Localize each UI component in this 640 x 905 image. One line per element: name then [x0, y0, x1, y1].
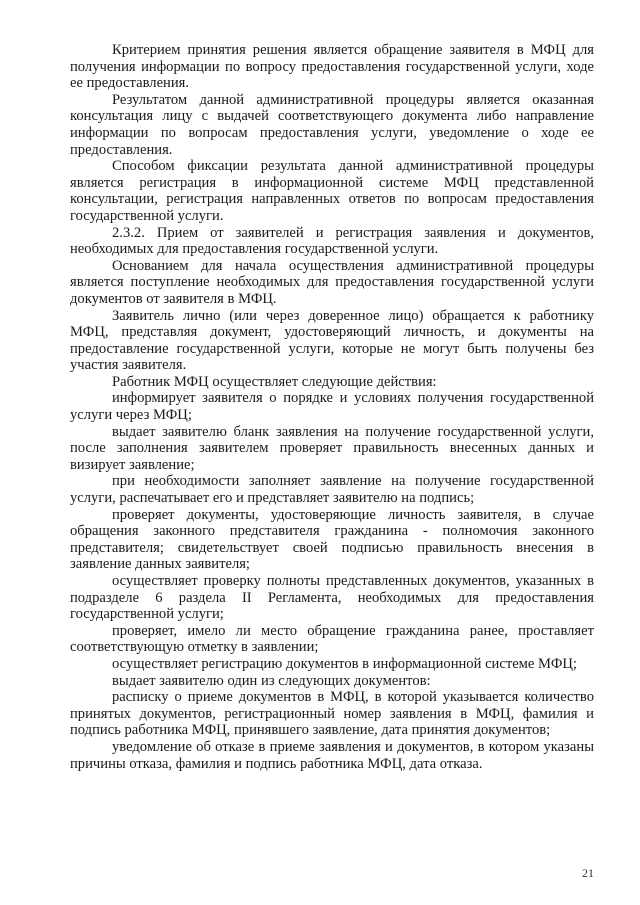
page-number: 21 — [582, 866, 594, 880]
document-body — [70, 42, 594, 772]
list-item: при необходимости заполняет заявление на получение государственной услуги, распечатывает его и представляет заявителю на подпись; — [70, 473, 594, 507]
paragraph: Способом фиксации результата данной административной процедуры является регистрация в информационной системе МФЦ представленной консультации, регистрация направленных ответов по вопросам предоставления государственной услуги. — [70, 158, 594, 224]
paragraph: Результатом данной административной процедуры является оказанная консультация лицу с выдачей соответствующего документа либо направление информации по вопросам предоставления услуги, уведомление о ходе ее предоставления. — [70, 91, 594, 158]
section-heading: 2.3.2. Прием от заявителей и регистрация заявления и документов, необходимых для предоставления государственной услуги. — [70, 224, 594, 258]
list-item: расписку о приеме документов в МФЦ, в которой указывается количество принятых документов, регистрационный номер заявления в МФЦ, фамилия и подпись работника МФЦ, принявшего заявление, дата принятия документов; — [70, 689, 594, 739]
list-item: проверяет документы, удостоверяющие личность заявителя, в случае обращения законного представителя гражданина - полномочия законного представителя; свидетельствует своей подписью правильность внесения в заявление данных заявителя; — [70, 506, 594, 573]
paragraph: Заявитель лично (или через доверенное лицо) обращается к работнику МФЦ, представляя документ, удостоверяющий личность, и документы на предоставление государственной услуги, которые не могут быть получены без участия заявителя. — [70, 307, 594, 374]
list-item: проверяет, имело ли место обращение гражданина ранее, проставляет соответствующую отметку в заявлении; — [70, 622, 594, 656]
list-item: выдает заявителю один из следующих документов: — [112, 672, 431, 689]
paragraph: Основанием для начала осуществления административной процедуры является поступление необходимых для предоставления государственной услуги документов от заявителя в МФЦ. — [70, 257, 594, 307]
list-item: выдает заявителю бланк заявления на получение государственной услуги, после заполнения заявителем проверяет правильность внесенных данных и визирует заявление; — [70, 423, 594, 473]
paragraph: Работник МФЦ осуществляет следующие действия: — [112, 373, 437, 390]
list-item: информирует заявителя о порядке и условиях получения государственной услуги через МФЦ; — [70, 390, 594, 424]
list-item: уведомление об отказе в приеме заявления и документов, в котором указаны причины отказа, фамилия и подпись работника МФЦ, дата отказа. — [70, 738, 594, 772]
list-item: осуществляет проверку полноты представленных документов, указанных в подразделе 6 раздела II Регламента, необходимых для предоставления государственной услуги; — [70, 573, 594, 623]
list-item: осуществляет регистрацию документов в информационной системе МФЦ; — [112, 655, 577, 672]
paragraph: Критерием принятия решения является обращение заявителя в МФЦ для получения информации по вопросу предоставления государственной услуги, ходе ее предоставления. — [70, 42, 594, 92]
